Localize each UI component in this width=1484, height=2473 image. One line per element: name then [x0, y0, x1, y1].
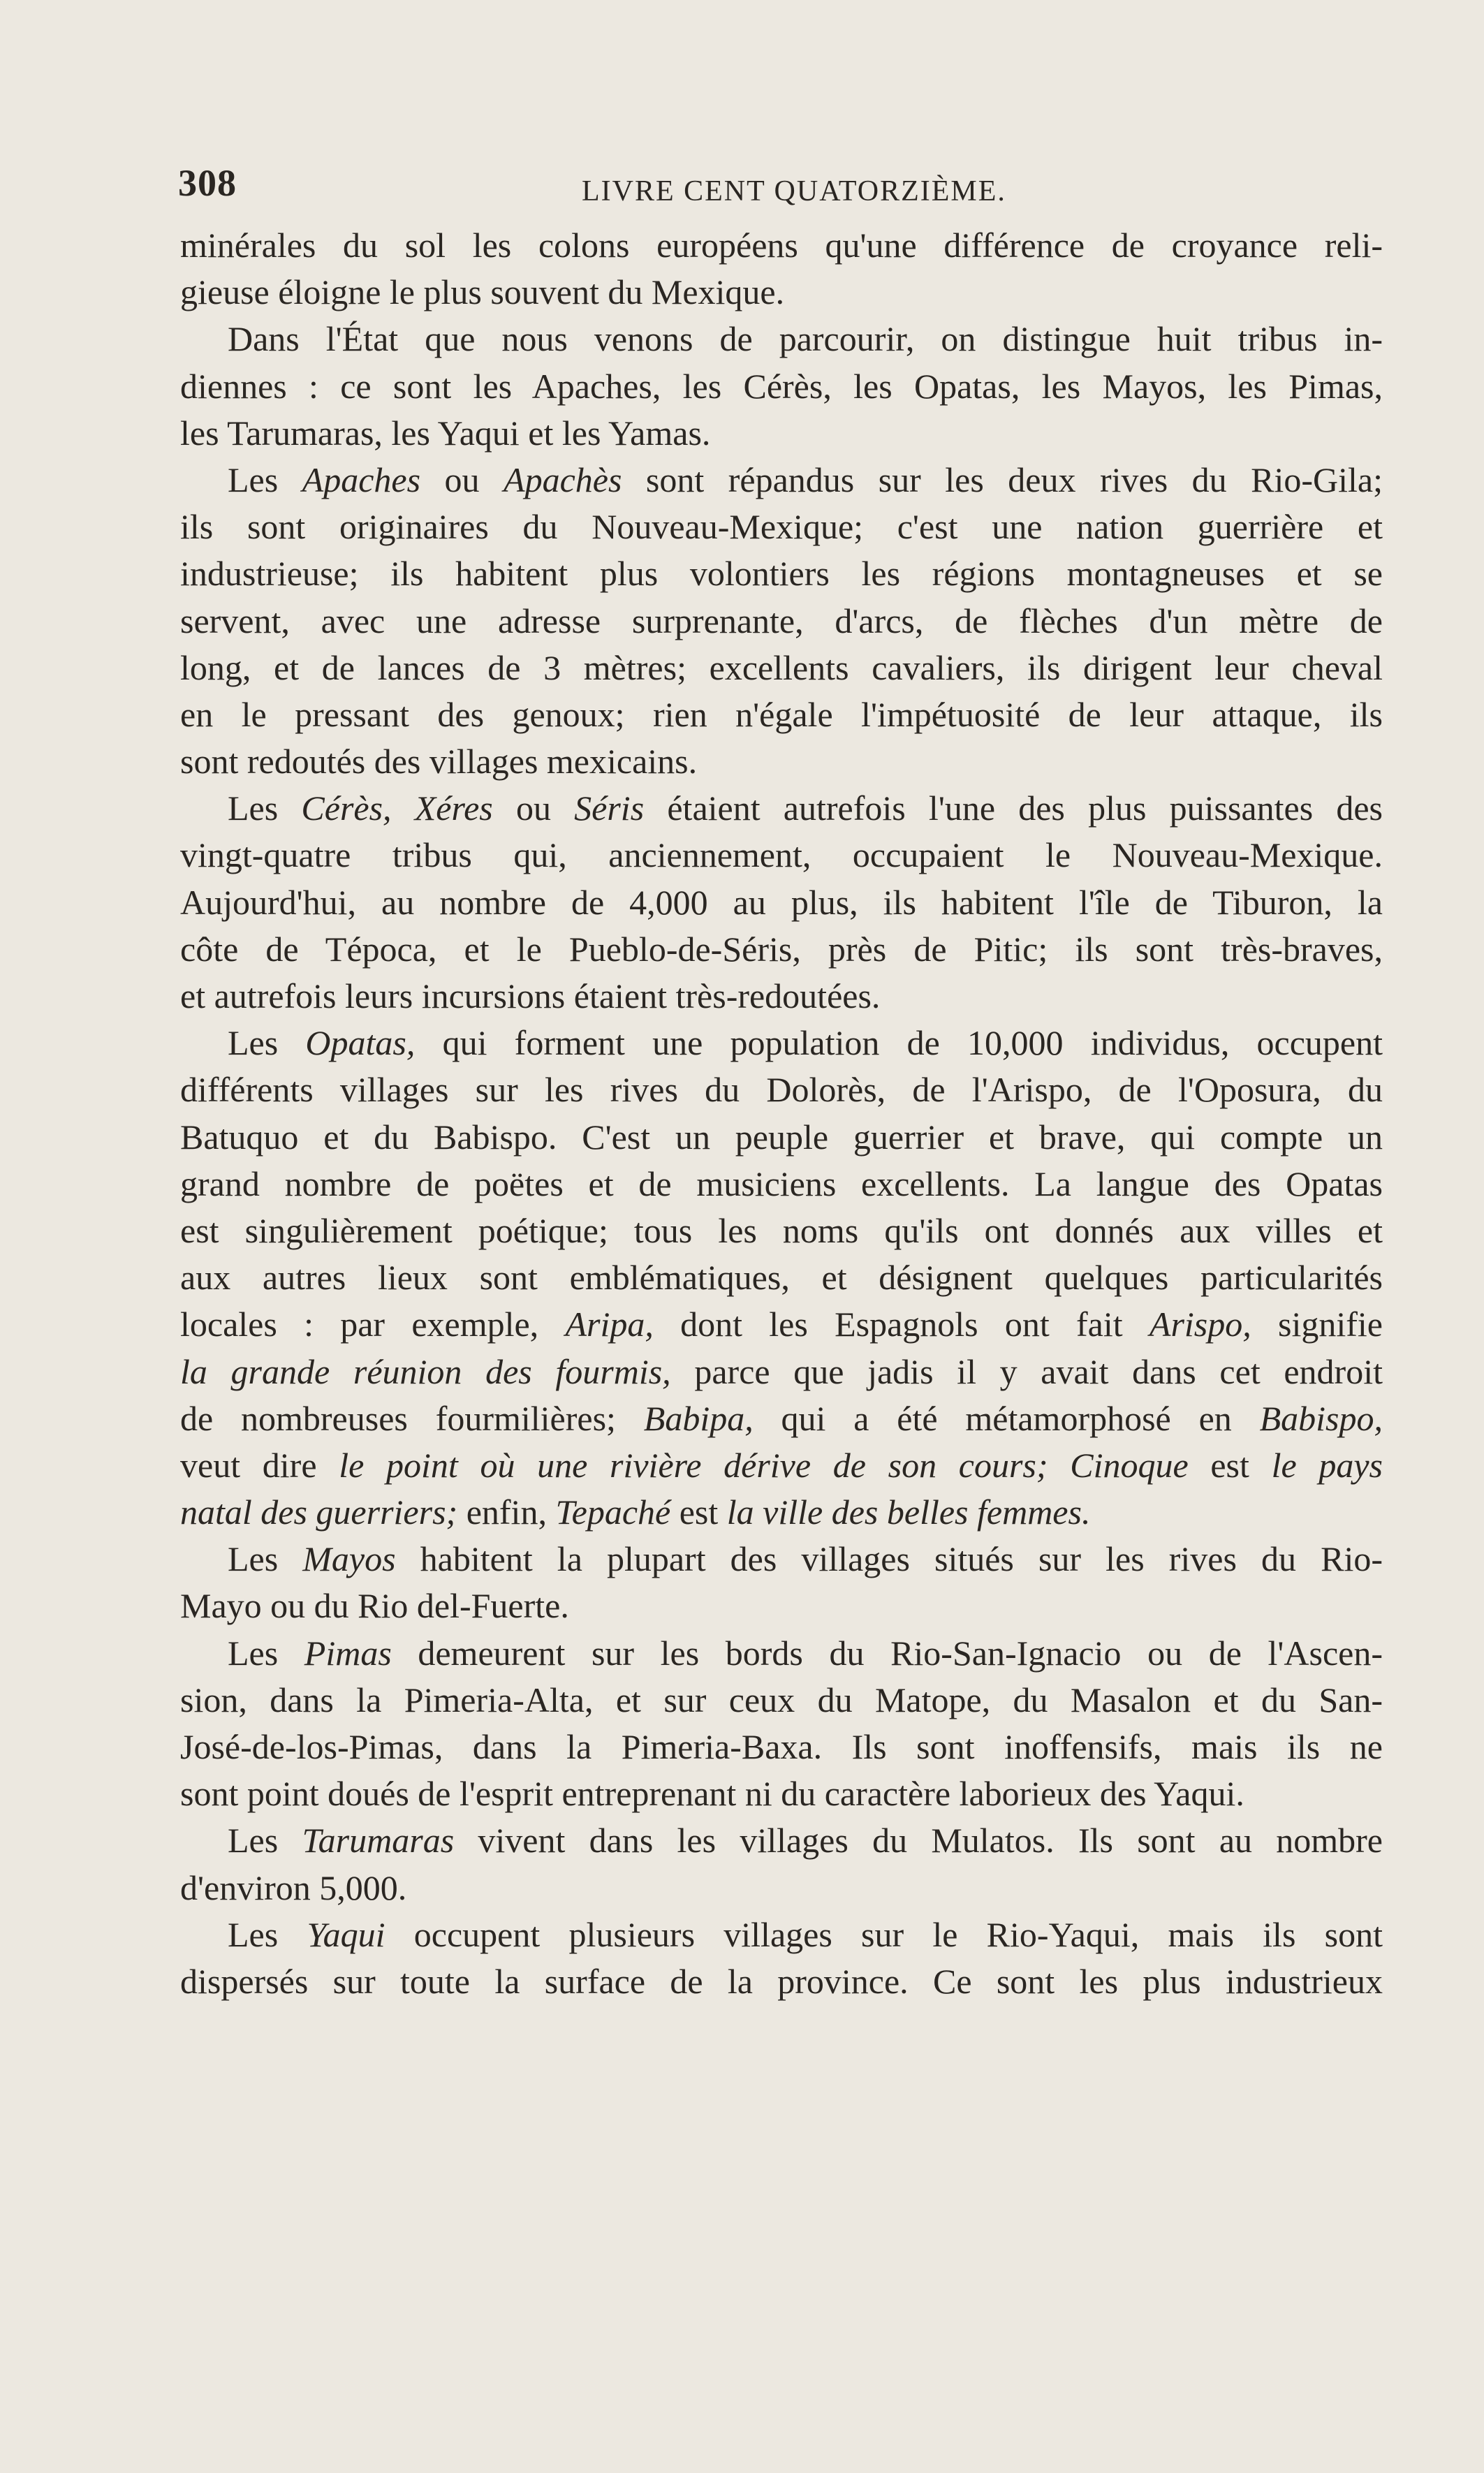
text-segment: sont redoutés des villages mexicains.	[180, 742, 698, 781]
text-segment: différents villages sur les rives du Dolorès, de l'Arispo, de l'Oposura, du	[180, 1070, 1383, 1110]
text-line	[180, 1677, 1383, 1724]
text-segment: parce que jadis il y avait dans cet endroit	[670, 1351, 1383, 1391]
text-segment: les Tarumaras, les Yaqui et les Yamas.	[180, 413, 711, 453]
text-segment: dont les Espagnols ont fait	[653, 1305, 1149, 1344]
text-segment: Les	[228, 1023, 306, 1063]
text-line	[180, 269, 1383, 316]
italic-text: Yaqui	[307, 1914, 385, 1954]
italic-text: Séris	[574, 788, 645, 828]
body-text	[180, 222, 1383, 2005]
text-segment: gieuse éloigne le plus souvent du Mexique.	[180, 272, 785, 312]
italic-text: Babipa,	[643, 1398, 754, 1438]
text-segment: sont point doués de l'esprit entreprenant ni du caractère laborieux des Yaqui.	[180, 1774, 1244, 1814]
italic-text: Apaches	[302, 460, 421, 499]
text-line	[180, 1066, 1383, 1113]
text-line	[180, 1395, 1383, 1442]
text-segment: locales : par exemple,	[180, 1305, 566, 1344]
text-line	[180, 1536, 1383, 1583]
text-line	[180, 598, 1383, 645]
text-line	[180, 550, 1383, 597]
italic-text: Tarumaras	[302, 1821, 455, 1861]
text-line	[180, 1254, 1383, 1301]
text-segment: demeurent sur les bords du Rio-San-Ignacio ou de l'Ascen-	[391, 1633, 1383, 1673]
text-segment: Les	[228, 1633, 304, 1673]
italic-text: la grande réunion des fourmis,	[180, 1351, 671, 1391]
text-segment: d'environ 5,000.	[180, 1867, 407, 1907]
text-line	[180, 504, 1383, 550]
text-segment: vingt-quatre tribus qui, anciennement, occupaient le Nouveau-Mexique.	[180, 835, 1383, 875]
italic-text: Apachès	[504, 460, 622, 499]
text-segment: habitent la plupart des villages situés sur les rives du Rio-	[395, 1539, 1383, 1579]
italic-text: natal des guerriers;	[180, 1492, 458, 1532]
text-line	[180, 1114, 1383, 1161]
text-segment: minérales du sol les colons européens qu'une différence de croyance reli-	[180, 226, 1383, 265]
text-line	[180, 222, 1383, 269]
text-segment: signifie	[1251, 1305, 1383, 1344]
italic-text: Arispo,	[1149, 1305, 1251, 1344]
italic-text: Aripa,	[565, 1305, 654, 1344]
text-line	[180, 973, 1383, 1020]
text-line	[180, 316, 1383, 362]
italic-text: le pays	[1271, 1445, 1383, 1485]
text-line	[180, 645, 1383, 691]
text-segment: Mayo ou du Rio del-Fuerte.	[180, 1586, 569, 1626]
text-segment: long, et de lances de 3 mètres; excellents cavaliers, ils dirigent leur cheval	[180, 647, 1383, 687]
text-segment: en le pressant des genoux; rien n'égale l'impétuosité de leur attaque, ils	[180, 694, 1383, 734]
text-line	[180, 363, 1383, 410]
text-line	[180, 1442, 1383, 1489]
text-segment: est	[670, 1492, 727, 1532]
text-segment: Dans l'État que nous venons de parcourir, on distingue huit tribus in-	[228, 319, 1383, 359]
text-line	[180, 1630, 1383, 1677]
italic-text: Opatas,	[305, 1023, 416, 1063]
text-segment: veut dire	[180, 1445, 339, 1485]
text-segment: ou	[420, 460, 504, 499]
text-segment: enfin,	[457, 1492, 556, 1532]
text-line	[180, 1161, 1383, 1208]
italic-text: Babispo,	[1259, 1398, 1383, 1438]
text-line	[180, 410, 1383, 457]
italic-text: Pimas	[304, 1633, 392, 1673]
text-line	[180, 1020, 1383, 1066]
text-line	[180, 1301, 1383, 1348]
text-segment: sion, dans la Pimeria-Alta, et sur ceux du Matope, du Masalon et du San-	[180, 1680, 1383, 1719]
italic-text: le point où une rivière dérive de son cours; Cinoque	[339, 1445, 1189, 1485]
text-segment: grand nombre de poëtes et de musiciens excellents. La langue des Opatas	[180, 1164, 1383, 1203]
text-line	[180, 457, 1383, 504]
text-line	[180, 926, 1383, 973]
text-segment: Aujourd'hui, au nombre de 4,000 au plus, ils habitent l'île de Tiburon, la	[180, 882, 1383, 922]
text-segment: Les	[228, 788, 302, 828]
text-segment: qui a été métamorphosé en	[753, 1398, 1260, 1438]
text-line	[180, 1208, 1383, 1254]
text-line	[180, 1911, 1383, 1958]
text-line	[180, 1349, 1383, 1395]
text-segment: diennes : ce sont les Apaches, les Cérès, les Opatas, les Mayos, les Pimas,	[180, 366, 1383, 406]
text-segment: Batuquo et du Babispo. C'est un peuple guerrier et brave, qui compte un	[180, 1117, 1383, 1157]
page-number: 308	[178, 162, 237, 204]
text-line	[180, 1489, 1383, 1536]
text-segment: étaient autrefois l'une des plus puissantes des	[644, 788, 1383, 828]
italic-text: Cérès, Xéres	[301, 788, 493, 828]
text-segment: et autrefois leurs incursions étaient très-redoutées.	[180, 976, 881, 1015]
text-segment: aux autres lieux sont emblématiques, et désignent quelques particularités	[180, 1258, 1383, 1298]
running-head: LIVRE CENT QUATORZIÈME.	[582, 175, 1006, 207]
text-line	[180, 1958, 1383, 2005]
page-header	[178, 155, 1309, 211]
text-segment: dispersés sur toute la surface de la province. Ce sont les plus industrieux	[180, 1961, 1383, 2001]
text-line	[180, 785, 1383, 832]
text-segment: Les	[228, 460, 302, 499]
text-segment: est singulièrement poétique; tous les noms qu'ils ont donnés aux villes et	[180, 1210, 1383, 1250]
text-line	[180, 1770, 1383, 1817]
text-segment: côte de Tépoca, et le Pueblo-de-Séris, près de Pitic; ils sont très-braves,	[180, 929, 1383, 969]
text-segment: Les	[228, 1821, 302, 1861]
text-line	[180, 879, 1383, 926]
text-segment: qui forment une population de 10,000 individus, occupent	[415, 1023, 1383, 1063]
italic-text: Tepaché	[555, 1492, 671, 1532]
italic-text: Mayos	[302, 1539, 396, 1579]
text-line	[180, 691, 1383, 738]
text-line	[180, 1583, 1383, 1629]
text-segment: servent, avec une adresse surprenante, d'arcs, de flèches d'un mètre de	[180, 601, 1383, 640]
text-segment: vivent dans les villages du Mulatos. Ils sont au nombre	[454, 1821, 1383, 1861]
text-segment: de nombreuses fourmilières;	[180, 1398, 644, 1438]
text-segment: occupent plusieurs villages sur le Rio-Yaqui, mais ils sont	[385, 1914, 1383, 1954]
text-segment: industrieuse; ils habitent plus volontiers les régions montagneuses et se	[180, 554, 1383, 594]
text-line	[180, 1865, 1383, 1911]
text-segment: ils sont originaires du Nouveau-Mexique; c'est une nation guerrière et	[180, 507, 1383, 547]
text-segment: Les	[228, 1539, 303, 1579]
text-segment: sont répandus sur les deux rives du Rio-Gila;	[622, 460, 1383, 499]
text-segment: José-de-los-Pimas, dans la Pimeria-Baxa. Ils sont inoffensifs, mais ils ne	[180, 1727, 1383, 1766]
text-segment: ou	[492, 788, 575, 828]
text-line	[180, 1724, 1383, 1770]
text-line	[180, 1817, 1383, 1864]
text-segment: Les	[228, 1914, 307, 1954]
italic-text: la ville des belles femmes.	[726, 1492, 1091, 1532]
text-line	[180, 738, 1383, 785]
text-line	[180, 832, 1383, 879]
text-segment: est	[1188, 1445, 1272, 1485]
